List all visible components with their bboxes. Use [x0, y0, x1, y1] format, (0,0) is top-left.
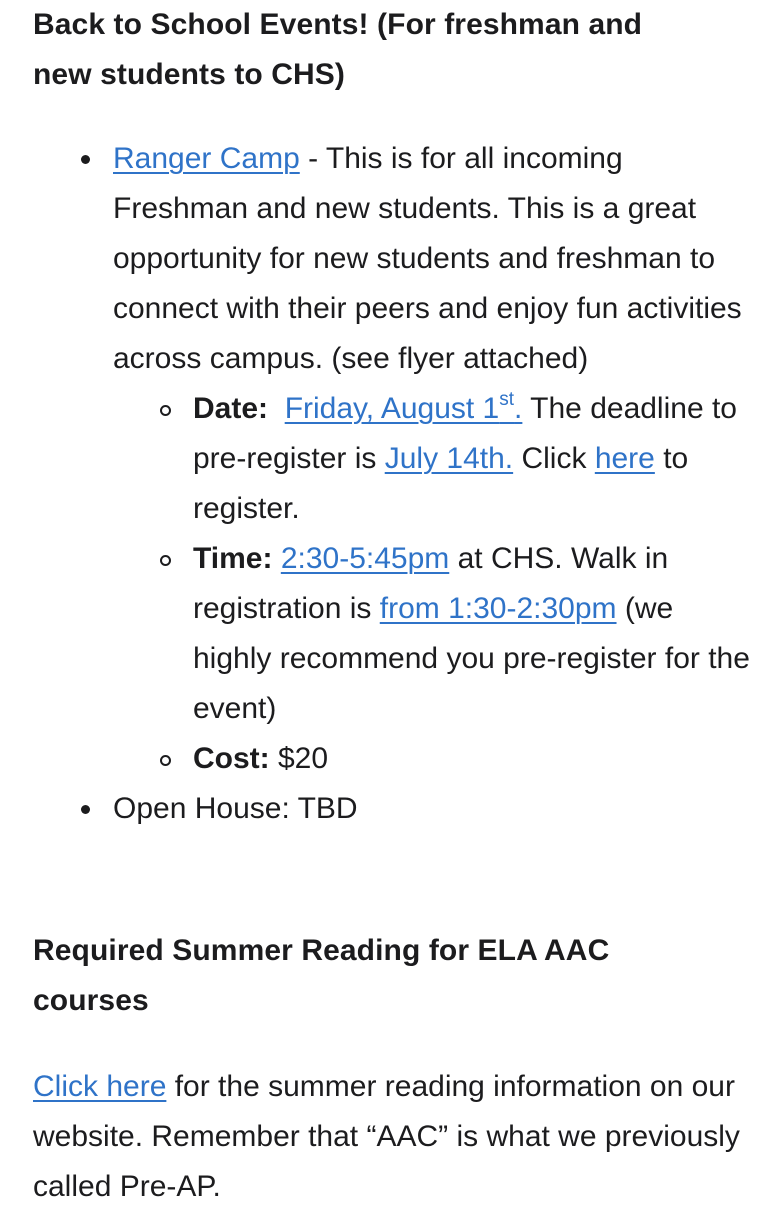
time-link[interactable]: 2:30-5:45pm [280, 542, 450, 575]
open-house-text: Open House: TBD [113, 792, 358, 825]
date-link[interactable] [284, 389, 523, 425]
deadline-link[interactable]: July 14th. [384, 442, 514, 475]
summer-heading-line-2: courses [33, 984, 149, 1017]
cost-label: Cost: [193, 742, 270, 775]
walkin-time-link[interactable]: from 1:30-2:30pm [379, 592, 617, 625]
deadline-text: The deadline to pre-register is [193, 392, 737, 475]
date-link-text[interactable]: Friday, August 1 [284, 392, 500, 425]
summer-reading-text: for the summer reading information on our website. Remember that “AAC” is what we previously called Pre-AP. [33, 1070, 740, 1203]
events-list [0, 134, 781, 834]
time-label: Time: [193, 542, 273, 575]
click-prefix-text: Click [513, 442, 595, 475]
date-link-period[interactable]: . [514, 392, 523, 425]
register-here-link[interactable]: here [594, 442, 655, 475]
heading-line-2: new students to CHS) [33, 58, 346, 91]
time-location-text: at CHS. Walk in registration is [193, 542, 669, 625]
recommendation-text: (we highly recommend you pre-register for the event) [193, 592, 750, 725]
summer-reading-click-here-link[interactable]: Click here [33, 1070, 167, 1103]
date-ordinal[interactable]: st [499, 389, 515, 410]
heading-line-1: Back to School Events! (For freshman and [33, 8, 643, 41]
summer-heading-line-1: Required Summer Reading for ELA AAC [33, 934, 610, 967]
ranger-camp-details [113, 384, 753, 784]
list-item-time [113, 534, 753, 734]
list-item-cost [113, 734, 753, 784]
back-to-school-heading [33, 0, 753, 100]
list-item-open-house [0, 784, 753, 834]
list-item-date [113, 384, 753, 534]
cost-value: $20 [269, 742, 329, 775]
date-label: Date: [193, 392, 269, 425]
click-suffix-text: to register. [193, 442, 689, 525]
ranger-camp-description: - This is for all incoming Freshman and new students. This is a great opportunity for new students and freshman to connect with their peers and enjoy fun activities across campus. (see flyer attached) [113, 142, 742, 375]
ranger-camp-link[interactable]: Ranger Camp [113, 142, 300, 175]
summer-reading-heading [33, 926, 753, 1026]
list-item-ranger-camp [0, 134, 753, 784]
summer-reading-paragraph [33, 1062, 753, 1212]
